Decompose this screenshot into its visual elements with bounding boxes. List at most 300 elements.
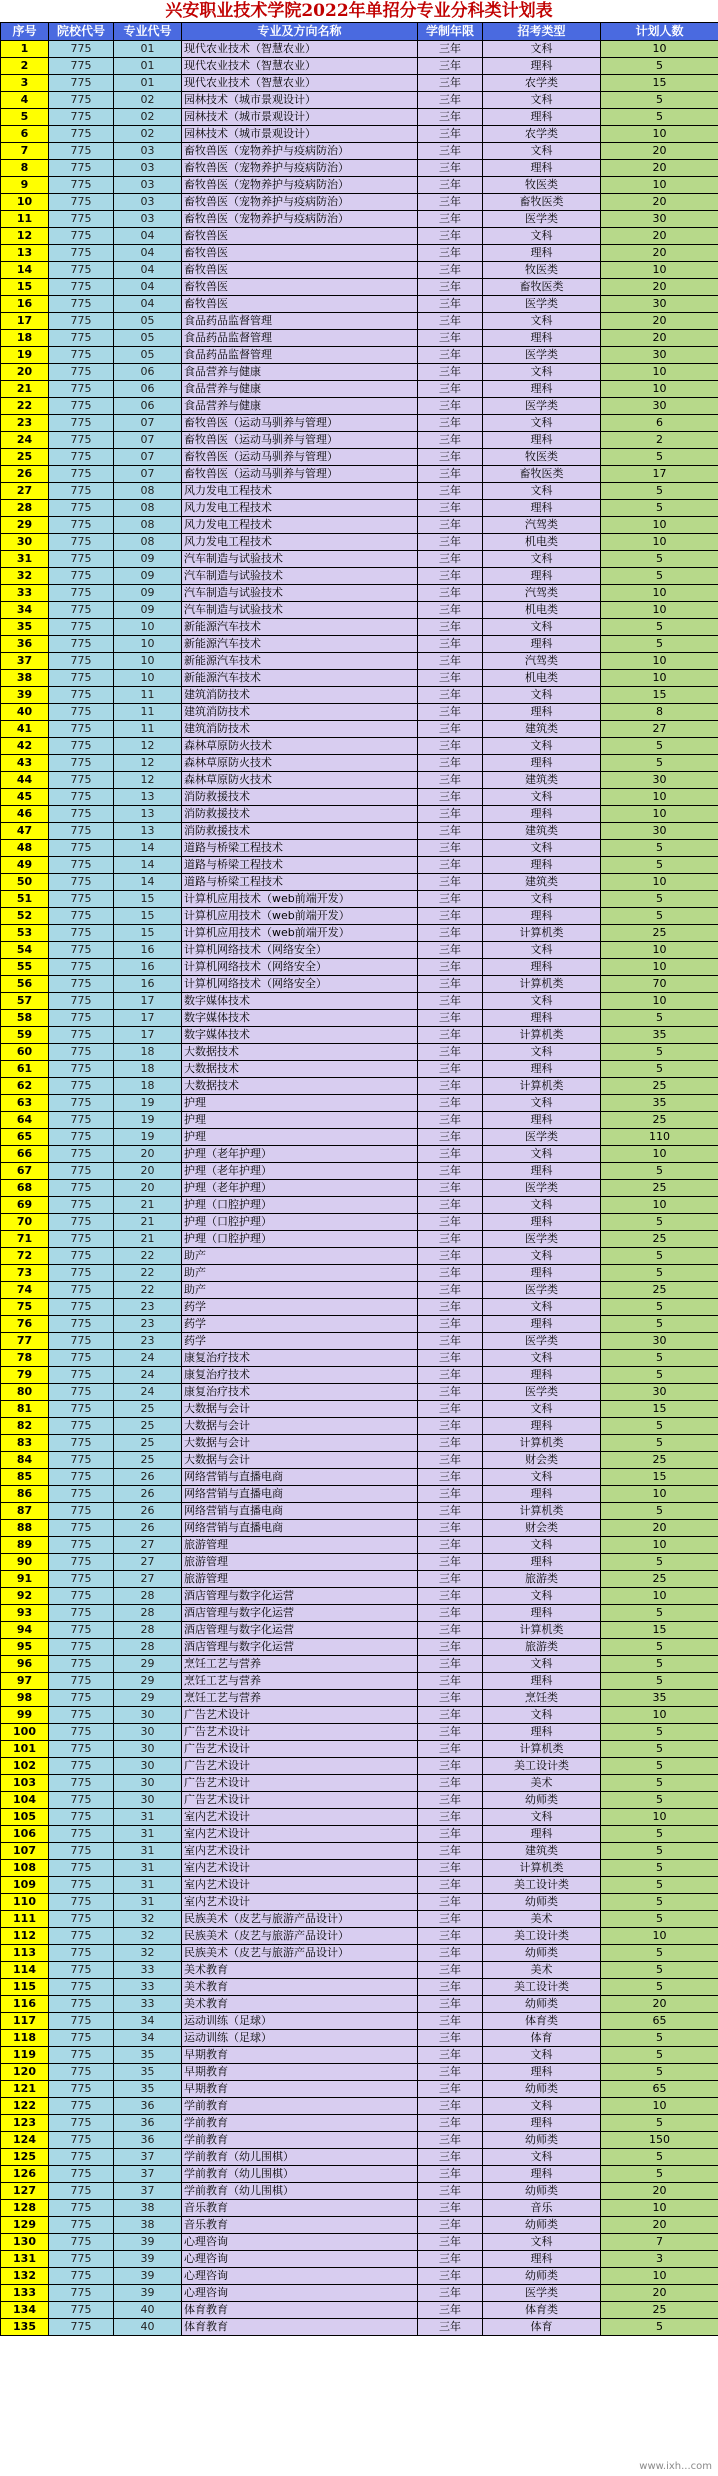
major-name: 现代农业技术（智慧农业） — [182, 41, 418, 58]
major-name: 护理（老年护理） — [182, 1180, 418, 1197]
major-code: 04 — [114, 228, 182, 245]
school-code: 775 — [49, 347, 114, 364]
major-code: 01 — [114, 58, 182, 75]
plan-count: 5 — [601, 1639, 718, 1656]
row-number: 129 — [1, 2217, 49, 2234]
exam-type: 医学类 — [483, 1384, 601, 1401]
exam-type: 财会类 — [483, 1520, 601, 1537]
table-row — [1, 1792, 718, 1809]
school-code: 775 — [49, 2302, 114, 2319]
exam-type: 理科 — [483, 568, 601, 585]
row-number: 13 — [1, 245, 49, 262]
study-years: 三年 — [418, 347, 483, 364]
plan-count: 5 — [601, 1418, 718, 1435]
table-row — [1, 2064, 718, 2081]
row-number: 128 — [1, 2200, 49, 2217]
row-number: 7 — [1, 143, 49, 160]
school-code: 775 — [49, 1979, 114, 1996]
major-name: 消防救援技术 — [182, 806, 418, 823]
major-code: 31 — [114, 1860, 182, 1877]
table-row — [1, 1809, 718, 1826]
major-name: 酒店管理与数字化运营 — [182, 1639, 418, 1656]
table-row — [1, 1690, 718, 1707]
school-code: 775 — [49, 789, 114, 806]
major-code: 19 — [114, 1129, 182, 1146]
exam-type: 文科 — [483, 2098, 601, 2115]
school-code: 775 — [49, 2319, 114, 2336]
table-row — [1, 2030, 718, 2047]
row-number: 123 — [1, 2115, 49, 2132]
exam-type: 理科 — [483, 500, 601, 517]
school-code: 775 — [49, 262, 114, 279]
exam-type: 文科 — [483, 789, 601, 806]
major-name: 风力发电工程技术 — [182, 483, 418, 500]
plan-count: 10 — [601, 993, 718, 1010]
study-years: 三年 — [418, 534, 483, 551]
major-name: 汽车制造与试验技术 — [182, 585, 418, 602]
exam-type: 财会类 — [483, 1452, 601, 1469]
school-code: 775 — [49, 1214, 114, 1231]
major-name: 室内艺术设计 — [182, 1843, 418, 1860]
major-name: 助产 — [182, 1265, 418, 1282]
exam-type: 理科 — [483, 1367, 601, 1384]
school-code: 775 — [49, 619, 114, 636]
row-number: 50 — [1, 874, 49, 891]
plan-count: 20 — [601, 279, 718, 296]
major-code: 39 — [114, 2251, 182, 2268]
plan-count: 25 — [601, 1282, 718, 1299]
row-number: 38 — [1, 670, 49, 687]
major-name: 大数据与会计 — [182, 1435, 418, 1452]
major-name: 广告艺术设计 — [182, 1758, 418, 1775]
major-code: 08 — [114, 483, 182, 500]
major-code: 14 — [114, 857, 182, 874]
study-years: 三年 — [418, 2268, 483, 2285]
table-row — [1, 1112, 718, 1129]
plan-count: 65 — [601, 2013, 718, 2030]
major-code: 31 — [114, 1826, 182, 1843]
exam-type: 计算机类 — [483, 1622, 601, 1639]
plan-count: 5 — [601, 1826, 718, 1843]
row-number: 122 — [1, 2098, 49, 2115]
plan-count: 8 — [601, 704, 718, 721]
row-number: 49 — [1, 857, 49, 874]
table-row — [1, 160, 718, 177]
major-name: 体育教育 — [182, 2302, 418, 2319]
plan-count: 70 — [601, 976, 718, 993]
major-code: 07 — [114, 432, 182, 449]
study-years: 三年 — [418, 2183, 483, 2200]
exam-type: 幼师类 — [483, 2132, 601, 2149]
study-years: 三年 — [418, 1265, 483, 1282]
table-row — [1, 449, 718, 466]
exam-type: 理科 — [483, 2251, 601, 2268]
table-row — [1, 194, 718, 211]
plan-count: 35 — [601, 1690, 718, 1707]
plan-count: 10 — [601, 1928, 718, 1945]
plan-count: 20 — [601, 143, 718, 160]
row-number: 11 — [1, 211, 49, 228]
plan-count: 20 — [601, 228, 718, 245]
study-years: 三年 — [418, 2234, 483, 2251]
plan-count: 5 — [601, 92, 718, 109]
major-name: 药学 — [182, 1299, 418, 1316]
school-code: 775 — [49, 41, 114, 58]
major-code: 08 — [114, 500, 182, 517]
major-name: 畜牧兽医（宠物养护与疫病防治） — [182, 160, 418, 177]
major-code: 24 — [114, 1350, 182, 1367]
exam-type: 理科 — [483, 704, 601, 721]
school-code: 775 — [49, 1146, 114, 1163]
school-code: 775 — [49, 993, 114, 1010]
major-name: 汽车制造与试验技术 — [182, 551, 418, 568]
study-years: 三年 — [418, 1588, 483, 1605]
plan-count: 5 — [601, 483, 718, 500]
major-name: 消防救援技术 — [182, 789, 418, 806]
major-code: 40 — [114, 2319, 182, 2336]
table-row — [1, 636, 718, 653]
exam-type: 文科 — [483, 619, 601, 636]
major-name: 汽车制造与试验技术 — [182, 602, 418, 619]
table-row — [1, 1333, 718, 1350]
row-number: 35 — [1, 619, 49, 636]
study-years: 三年 — [418, 1520, 483, 1537]
school-code: 775 — [49, 857, 114, 874]
plan-count: 10 — [601, 959, 718, 976]
major-code: 06 — [114, 381, 182, 398]
major-name: 室内艺术设计 — [182, 1894, 418, 1911]
row-number: 134 — [1, 2302, 49, 2319]
major-name: 网络营销与直播电商 — [182, 1520, 418, 1537]
exam-type: 理科 — [483, 1418, 601, 1435]
major-name: 心理咨询 — [182, 2251, 418, 2268]
major-name: 园林技术（城市景观设计） — [182, 109, 418, 126]
exam-type: 文科 — [483, 1146, 601, 1163]
major-name: 建筑消防技术 — [182, 687, 418, 704]
major-name: 早期教育 — [182, 2047, 418, 2064]
major-name: 食品营养与健康 — [182, 398, 418, 415]
table-row — [1, 1707, 718, 1724]
major-code: 03 — [114, 211, 182, 228]
row-number: 112 — [1, 1928, 49, 1945]
table-row — [1, 1180, 718, 1197]
row-number: 42 — [1, 738, 49, 755]
row-number: 18 — [1, 330, 49, 347]
exam-type: 理科 — [483, 857, 601, 874]
study-years: 三年 — [418, 551, 483, 568]
major-code: 11 — [114, 687, 182, 704]
plan-count: 5 — [601, 1962, 718, 1979]
plan-count: 10 — [601, 653, 718, 670]
exam-type: 建筑类 — [483, 772, 601, 789]
major-code: 26 — [114, 1520, 182, 1537]
major-code: 34 — [114, 2030, 182, 2047]
table-row — [1, 1860, 718, 1877]
exam-type: 汽驾类 — [483, 653, 601, 670]
study-years: 三年 — [418, 1061, 483, 1078]
school-code: 775 — [49, 840, 114, 857]
table-row — [1, 2251, 718, 2268]
exam-type: 理科 — [483, 2166, 601, 2183]
table-row — [1, 415, 718, 432]
school-code: 775 — [49, 585, 114, 602]
plan-count: 5 — [601, 908, 718, 925]
table-row — [1, 1214, 718, 1231]
row-number: 63 — [1, 1095, 49, 1112]
exam-type: 文科 — [483, 687, 601, 704]
table-row — [1, 1010, 718, 1027]
table-row — [1, 1979, 718, 1996]
study-years: 三年 — [418, 1367, 483, 1384]
major-code: 32 — [114, 1928, 182, 1945]
row-number: 23 — [1, 415, 49, 432]
row-number: 100 — [1, 1724, 49, 1741]
major-code: 31 — [114, 1809, 182, 1826]
row-number: 19 — [1, 347, 49, 364]
plan-count: 5 — [601, 1775, 718, 1792]
major-name: 新能源汽车技术 — [182, 619, 418, 636]
study-years: 三年 — [418, 517, 483, 534]
major-code: 27 — [114, 1554, 182, 1571]
exam-type: 畜牧医类 — [483, 466, 601, 483]
study-years: 三年 — [418, 704, 483, 721]
table-row — [1, 2132, 718, 2149]
plan-count: 15 — [601, 1469, 718, 1486]
major-name: 网络营销与直播电商 — [182, 1503, 418, 1520]
plan-count: 5 — [601, 2115, 718, 2132]
major-code: 31 — [114, 1894, 182, 1911]
table-row — [1, 364, 718, 381]
exam-type: 体育类 — [483, 2302, 601, 2319]
school-code: 775 — [49, 1486, 114, 1503]
study-years: 三年 — [418, 58, 483, 75]
major-name: 消防救援技术 — [182, 823, 418, 840]
row-number: 117 — [1, 2013, 49, 2030]
school-code: 775 — [49, 2030, 114, 2047]
major-name: 护理 — [182, 1095, 418, 1112]
major-name: 旅游管理 — [182, 1537, 418, 1554]
major-name: 酒店管理与数字化运营 — [182, 1605, 418, 1622]
plan-count: 5 — [601, 1979, 718, 1996]
study-years: 三年 — [418, 1452, 483, 1469]
exam-type: 体育类 — [483, 2013, 601, 2030]
exam-type: 医学类 — [483, 1282, 601, 1299]
plan-count: 65 — [601, 2081, 718, 2098]
plan-count: 30 — [601, 1384, 718, 1401]
school-code: 775 — [49, 1962, 114, 1979]
exam-type: 文科 — [483, 228, 601, 245]
exam-type: 旅游类 — [483, 1639, 601, 1656]
row-number: 104 — [1, 1792, 49, 1809]
exam-type: 理科 — [483, 1316, 601, 1333]
table-row — [1, 653, 718, 670]
major-code: 17 — [114, 1027, 182, 1044]
major-name: 新能源汽车技术 — [182, 636, 418, 653]
study-years: 三年 — [418, 1146, 483, 1163]
major-name: 数字媒体技术 — [182, 1027, 418, 1044]
plan-count: 5 — [601, 1163, 718, 1180]
study-years: 三年 — [418, 1316, 483, 1333]
study-years: 三年 — [418, 330, 483, 347]
major-name: 大数据技术 — [182, 1061, 418, 1078]
study-years: 三年 — [418, 942, 483, 959]
school-code: 775 — [49, 449, 114, 466]
row-number: 127 — [1, 2183, 49, 2200]
study-years: 三年 — [418, 75, 483, 92]
major-name: 护理（老年护理） — [182, 1163, 418, 1180]
table-row — [1, 1503, 718, 1520]
school-code: 775 — [49, 1163, 114, 1180]
row-number: 88 — [1, 1520, 49, 1537]
major-code: 15 — [114, 908, 182, 925]
school-code: 775 — [49, 92, 114, 109]
plan-count: 5 — [601, 1248, 718, 1265]
row-number: 73 — [1, 1265, 49, 1282]
table-row — [1, 1163, 718, 1180]
major-name: 美术教育 — [182, 1962, 418, 1979]
header-school-code: 院校代号 — [49, 23, 114, 41]
plan-count: 30 — [601, 398, 718, 415]
major-code: 09 — [114, 551, 182, 568]
exam-type: 理科 — [483, 1010, 601, 1027]
table-row — [1, 92, 718, 109]
row-number: 80 — [1, 1384, 49, 1401]
row-number: 40 — [1, 704, 49, 721]
major-code: 04 — [114, 279, 182, 296]
table-body — [1, 41, 718, 2336]
row-number: 54 — [1, 942, 49, 959]
study-years: 三年 — [418, 2149, 483, 2166]
row-number: 101 — [1, 1741, 49, 1758]
plan-count: 20 — [601, 2217, 718, 2234]
plan-count: 10 — [601, 1707, 718, 1724]
table-row — [1, 398, 718, 415]
plan-count: 5 — [601, 1758, 718, 1775]
table-row — [1, 772, 718, 789]
study-years: 三年 — [418, 126, 483, 143]
study-years: 三年 — [418, 755, 483, 772]
major-name: 酒店管理与数字化运营 — [182, 1622, 418, 1639]
row-number: 29 — [1, 517, 49, 534]
exam-type: 美术 — [483, 1775, 601, 1792]
exam-type: 医学类 — [483, 1129, 601, 1146]
exam-type: 文科 — [483, 1537, 601, 1554]
study-years: 三年 — [418, 1877, 483, 1894]
table-row — [1, 2302, 718, 2319]
study-years: 三年 — [418, 2115, 483, 2132]
school-code: 775 — [49, 296, 114, 313]
school-code: 775 — [49, 1877, 114, 1894]
plan-count: 5 — [601, 568, 718, 585]
study-years: 三年 — [418, 1435, 483, 1452]
school-code: 775 — [49, 1503, 114, 1520]
study-years: 三年 — [418, 1656, 483, 1673]
study-years: 三年 — [418, 687, 483, 704]
major-code: 20 — [114, 1180, 182, 1197]
table-row — [1, 602, 718, 619]
exam-type: 幼师类 — [483, 2268, 601, 2285]
school-code: 775 — [49, 2013, 114, 2030]
exam-type: 文科 — [483, 364, 601, 381]
exam-type: 理科 — [483, 1673, 601, 1690]
exam-type: 畜牧医类 — [483, 279, 601, 296]
major-code: 10 — [114, 653, 182, 670]
table-row — [1, 109, 718, 126]
plan-count: 5 — [601, 1044, 718, 1061]
school-code: 775 — [49, 1180, 114, 1197]
major-name: 园林技术（城市景观设计） — [182, 92, 418, 109]
major-code: 10 — [114, 619, 182, 636]
table-row — [1, 347, 718, 364]
study-years: 三年 — [418, 1775, 483, 1792]
table-row — [1, 313, 718, 330]
exam-type: 美工设计类 — [483, 1979, 601, 1996]
row-number: 67 — [1, 1163, 49, 1180]
major-code: 12 — [114, 738, 182, 755]
major-name: 森林草原防火技术 — [182, 755, 418, 772]
table-row — [1, 1741, 718, 1758]
plan-count: 30 — [601, 347, 718, 364]
school-code: 775 — [49, 1384, 114, 1401]
row-number: 41 — [1, 721, 49, 738]
plan-count: 5 — [601, 551, 718, 568]
table-row — [1, 1231, 718, 1248]
table-row — [1, 585, 718, 602]
plan-count: 20 — [601, 194, 718, 211]
major-code: 04 — [114, 262, 182, 279]
table-row — [1, 993, 718, 1010]
table-row — [1, 1367, 718, 1384]
major-code: 11 — [114, 704, 182, 721]
school-code: 775 — [49, 2200, 114, 2217]
study-years: 三年 — [418, 1112, 483, 1129]
table-row — [1, 2268, 718, 2285]
table-row — [1, 1571, 718, 1588]
school-code: 775 — [49, 1741, 114, 1758]
study-years: 三年 — [418, 1078, 483, 1095]
row-number: 62 — [1, 1078, 49, 1095]
school-code: 775 — [49, 976, 114, 993]
row-number: 22 — [1, 398, 49, 415]
exam-type: 文科 — [483, 1350, 601, 1367]
school-code: 775 — [49, 1775, 114, 1792]
study-years: 三年 — [418, 2285, 483, 2302]
exam-type: 文科 — [483, 1707, 601, 1724]
study-years: 三年 — [418, 1554, 483, 1571]
school-code: 775 — [49, 1435, 114, 1452]
major-code: 34 — [114, 2013, 182, 2030]
plan-count: 10 — [601, 670, 718, 687]
header-no: 序号 — [1, 23, 49, 41]
major-code: 10 — [114, 670, 182, 687]
study-years: 三年 — [418, 398, 483, 415]
major-code: 36 — [114, 2115, 182, 2132]
exam-type: 理科 — [483, 959, 601, 976]
school-code: 775 — [49, 211, 114, 228]
exam-type: 理科 — [483, 109, 601, 126]
school-code: 775 — [49, 1792, 114, 1809]
major-name: 护理 — [182, 1112, 418, 1129]
row-number: 3 — [1, 75, 49, 92]
exam-type: 医学类 — [483, 347, 601, 364]
major-code: 28 — [114, 1639, 182, 1656]
school-code: 775 — [49, 398, 114, 415]
major-code: 19 — [114, 1095, 182, 1112]
plan-count: 15 — [601, 1401, 718, 1418]
school-code: 775 — [49, 534, 114, 551]
plan-table — [0, 22, 718, 2336]
major-name: 计算机应用技术（web前端开发） — [182, 908, 418, 925]
